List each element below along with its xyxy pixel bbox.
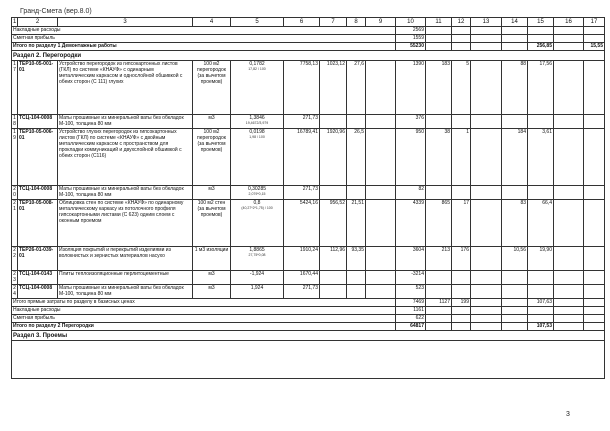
cell (366, 271, 396, 285)
cell (452, 115, 471, 129)
rate-code: ТЕР26-01-039-01 (18, 247, 58, 271)
cell: 1910,24 (284, 247, 320, 271)
quantity-note: 27,75*0,08 (248, 253, 266, 257)
cell: 21,51 (347, 200, 366, 247)
cell (452, 271, 471, 285)
summary-value: 7469 (396, 299, 426, 307)
col-num: 4 (193, 18, 231, 27)
col-num: 9 (366, 18, 396, 27)
cell (554, 129, 584, 186)
rate-code: ТЕР10-05-008-01 (18, 200, 58, 247)
row-number: 20 (13, 186, 16, 198)
cell (528, 115, 554, 129)
cell (366, 129, 396, 186)
summary-value: 64817 (396, 323, 426, 331)
cell (528, 186, 554, 200)
col-num: 17 (584, 18, 605, 27)
col-num: 3 (58, 18, 193, 27)
cell: 271,73 (284, 186, 320, 200)
cell: 950 (396, 129, 426, 186)
summary-row (12, 307, 605, 315)
summary-value: 2569 (396, 27, 426, 35)
cell: 956,52 (320, 200, 347, 247)
page-header: Гранд-Смета (вер.8.0) (20, 8, 92, 15)
quantity-cell (231, 200, 284, 247)
col-num: 15 (528, 18, 554, 27)
row-number: 24 (13, 285, 16, 297)
cell: 1920,96 (320, 129, 347, 186)
section-title-row (12, 51, 605, 61)
cell (366, 186, 396, 200)
quantity-note: (40,27*2*1,75) / 100 (241, 206, 273, 210)
cell (471, 200, 502, 247)
unit: 1 м3 изоляции (193, 247, 231, 271)
cell: 376 (396, 115, 426, 129)
summary-value: 1559 (396, 35, 426, 43)
quantity-cell (231, 115, 284, 129)
row-number: 23 (13, 271, 16, 283)
cell: 271,73 (284, 285, 320, 299)
cell: 17,56 (528, 61, 554, 115)
row-number: 18 (13, 115, 16, 127)
section-title: Раздел 2. Перегородки (12, 51, 605, 61)
cell: 3,61 (528, 129, 554, 186)
col-num: 10 (396, 18, 426, 27)
cell (366, 247, 396, 271)
quantity: 0,8 (253, 200, 261, 206)
summary-value: 107,53 (528, 323, 554, 331)
cell (366, 115, 396, 129)
table-row (12, 200, 605, 247)
cell (471, 271, 502, 285)
empty-row (12, 341, 605, 379)
cell (471, 247, 502, 271)
summary-label: Итого по разделу 1 Демонтажные работы (12, 43, 396, 51)
quantity-note: 19,4672/3,979 (245, 121, 269, 125)
summary-row (12, 299, 605, 307)
table-row (12, 186, 605, 200)
table-row (12, 61, 605, 115)
summary-value: 1127 (426, 299, 452, 307)
quantity-cell (231, 61, 284, 115)
work-name: Маты прошивные из минеральной ваты без обкладок М-100, толщина 80 мм (58, 285, 193, 299)
cell (528, 285, 554, 299)
summary-row-total (12, 43, 605, 51)
estimate-table (11, 17, 605, 379)
cell: 93,35 (347, 247, 366, 271)
col-num: 8 (347, 18, 366, 27)
quantity-cell (231, 285, 284, 299)
cell: 19,90 (528, 247, 554, 271)
col-num: 2 (18, 18, 58, 27)
cell: 3604 (396, 247, 426, 271)
summary-row (12, 27, 605, 35)
work-name: Изоляция покрытий и перекрытий изделиями из волокнистых и зернистых материалов насухо (58, 247, 193, 271)
summary-row (12, 35, 605, 43)
cell: 184 (502, 129, 528, 186)
cell: 1 (452, 129, 471, 186)
cell (502, 271, 528, 285)
summary-value: 55230 (396, 43, 426, 51)
quantity-cell (231, 129, 284, 186)
row-number: 19 (12, 129, 18, 186)
cell: 213 (426, 247, 452, 271)
summary-label: Итого по разделу 2 Перегородки (12, 323, 396, 331)
cell (452, 285, 471, 299)
quantity-cell (231, 186, 284, 200)
col-num: 6 (284, 18, 320, 27)
table-row (12, 271, 605, 285)
unit: м3 (193, 271, 231, 285)
cell: 26,5 (347, 129, 366, 186)
rate-code: ТСЦ-104-0008 (18, 186, 58, 200)
cell (347, 285, 366, 299)
cell: 5 (452, 61, 471, 115)
cell (426, 186, 452, 200)
rate-code: ТСЦ-104-0008 (18, 115, 58, 129)
summary-value: 622 (396, 315, 426, 323)
work-name: Маты прошивные из минеральной ваты без обкладок М-100, толщина 80 мм (58, 115, 193, 129)
cell (554, 247, 584, 271)
summary-row (12, 315, 605, 323)
cell (471, 186, 502, 200)
quantity-note: 2,079*0,15 (248, 192, 266, 196)
cell: 1023,12 (320, 61, 347, 115)
unit: 100 м2 перегородок (за вычетом проемов) (193, 61, 231, 115)
cell: 5424,16 (284, 200, 320, 247)
section-title-row (12, 331, 605, 341)
cell: 16789,41 (284, 129, 320, 186)
col-num: 12 (452, 18, 471, 27)
cell: 66,4 (528, 200, 554, 247)
rate-code: ТЕР10-05-001-01 (18, 61, 58, 115)
cell (502, 285, 528, 299)
cell (426, 115, 452, 129)
rate-code: ТСЦ-104-0143 (18, 271, 58, 285)
cell (347, 186, 366, 200)
table-row (12, 247, 605, 271)
summary-value: 107,63 (528, 299, 554, 307)
work-name: Устройство перегородок из гипсокартонных листов (ГКЛ) по системе «КНАУФ» с одинарным металлическим каркасом и однослойной обшивкой с обеих сторон (С 111) глухих (58, 61, 193, 115)
table-row (12, 285, 605, 299)
summary-label: Накладные расходы (12, 307, 396, 315)
cell: 865 (426, 200, 452, 247)
cell (471, 285, 502, 299)
cell: 4339 (396, 200, 426, 247)
cell (554, 186, 584, 200)
quantity: 0,30285 (247, 186, 267, 192)
cell: 523 (396, 285, 426, 299)
cell (366, 285, 396, 299)
cell (320, 186, 347, 200)
cell: 88 (502, 61, 528, 115)
cell (502, 186, 528, 200)
quantity: 1,3846 (249, 115, 265, 121)
summary-label: Накладные расходы (12, 27, 396, 35)
summary-value: 199 (452, 299, 471, 307)
cell (554, 115, 584, 129)
page-number: 3 (566, 411, 570, 418)
cell: -3214 (396, 271, 426, 285)
table-row (12, 115, 605, 129)
row-number: 21 (12, 200, 18, 247)
rate-code: ТСЦ-104-0008 (18, 285, 58, 299)
quantity: -1,924 (249, 271, 265, 277)
summary-label: Сметная прибыль (12, 35, 396, 43)
summary-row-total (12, 323, 605, 331)
unit: м3 (193, 115, 231, 129)
rate-code: ТЕР10-05-006-01 (18, 129, 58, 186)
cell: 27,6 (347, 61, 366, 115)
col-num: 5 (231, 18, 284, 27)
cell (554, 285, 584, 299)
cell (347, 115, 366, 129)
cell: 271,73 (284, 115, 320, 129)
cell (366, 61, 396, 115)
cell (471, 61, 502, 115)
quantity: 1,924 (250, 285, 264, 291)
quantity-cell (231, 271, 284, 285)
work-name: Облицовка стен по системе «КНАУФ» по одинарному металлическому каркасу из потолочного профиля гипсокартонными листами (С 623) одним слоем с оконным проемом (58, 200, 193, 247)
cell: 176 (452, 247, 471, 271)
cell: 17 (452, 200, 471, 247)
cell (426, 285, 452, 299)
work-name: Плиты теплоизоляционные перлитоцементные (58, 271, 193, 285)
cell: 83 (502, 200, 528, 247)
table-row (12, 129, 605, 186)
cell (554, 200, 584, 247)
unit: м3 (193, 285, 231, 299)
cell: 1670,44 (284, 271, 320, 285)
unit: 100 м2 стен (за вычетом проемов) (193, 200, 231, 247)
column-number-row (12, 18, 605, 27)
cell (320, 285, 347, 299)
cell (471, 115, 502, 129)
cell: 1390 (396, 61, 426, 115)
cell (366, 200, 396, 247)
cell (347, 271, 366, 285)
quantity-note: 17,82 / 100 (248, 67, 266, 71)
cell (452, 186, 471, 200)
cell: 7758,13 (284, 61, 320, 115)
cell (426, 271, 452, 285)
quantity-note: 1,98 / 100 (249, 135, 265, 139)
summary-value: 15,55 (584, 43, 605, 51)
quantity: 0,1782 (249, 61, 265, 67)
unit: м3 (193, 186, 231, 200)
row-number: 17 (12, 61, 18, 115)
cell (554, 271, 584, 285)
cell: 183 (426, 61, 452, 115)
col-num: 1 (13, 19, 17, 25)
quantity: 0,0198 (249, 129, 265, 135)
cell: 10,56 (502, 247, 528, 271)
cell (528, 271, 554, 285)
summary-label: Сметная прибыль (12, 315, 396, 323)
cell (554, 61, 584, 115)
col-num: 7 (320, 18, 347, 27)
col-num: 11 (426, 18, 452, 27)
cell (502, 115, 528, 129)
summary-value: 256,85 (528, 43, 554, 51)
quantity-cell (231, 247, 284, 271)
cell (320, 271, 347, 285)
col-num: 13 (471, 18, 502, 27)
section-title: Раздел 3. Проемы (12, 331, 605, 341)
quantity: 1,8865 (249, 247, 265, 253)
col-num: 14 (502, 18, 528, 27)
work-name: Устройство глухих перегородок из гипсокартонных листов (ГКЛ) по системе «КНАУФ» с двойным металлическим каркасом с пространством для прокладки коммуникаций и двухслойной обшивкой с обеих сторон (С116) (58, 129, 193, 186)
row-number: 22 (12, 247, 18, 271)
col-num: 16 (554, 18, 584, 27)
cell: 38 (426, 129, 452, 186)
cell (471, 129, 502, 186)
summary-label: Итого прямые затраты по разделу в базисных ценах (12, 299, 396, 307)
cell: 82 (396, 186, 426, 200)
summary-value: 1161 (396, 307, 426, 315)
cell (320, 115, 347, 129)
unit: 100 м2 перегородок (за вычетом проемов) (193, 129, 231, 186)
cell: 112,96 (320, 247, 347, 271)
work-name: Маты прошивные из минеральной ваты без обкладок М-100, толщина 80 мм (58, 186, 193, 200)
